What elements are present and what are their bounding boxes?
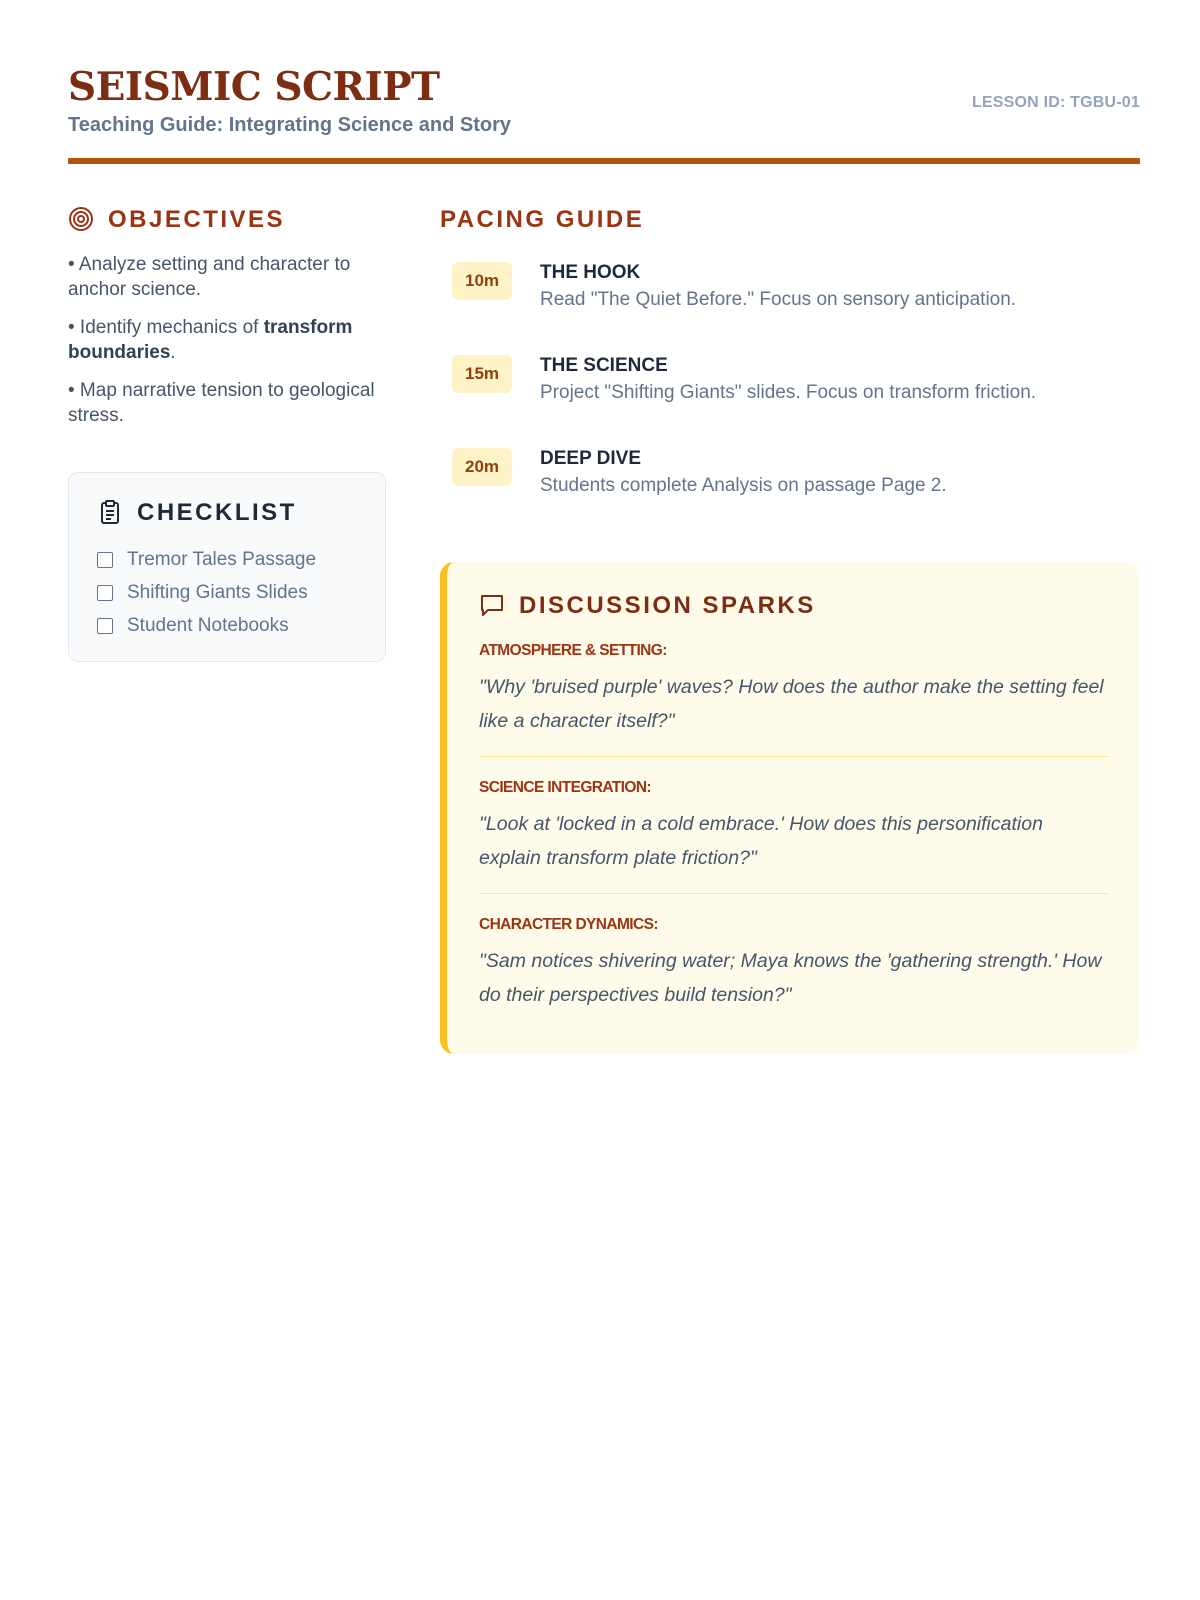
spark-question: "Sam notices shivering water; Maya knows the 'gathering strength.' How do their perspectives build tension?" — [479, 950, 1102, 1006]
objective-text-end: . — [170, 342, 176, 363]
objective-text: • Identify mechanics of — [68, 317, 264, 338]
spark-item — [479, 894, 1108, 1030]
pacing-item-title: THE HOOK — [540, 262, 641, 283]
sparks-heading-text: DISCUSSION SPARKS — [519, 592, 816, 619]
objectives-section — [68, 206, 388, 441]
time-badge: 20m — [452, 448, 512, 486]
checkbox[interactable] — [97, 618, 113, 634]
spark-item — [479, 620, 1108, 757]
time-badge: 15m — [452, 355, 512, 393]
spark-label: ATMOSPHERE & SETTING: — [479, 642, 667, 659]
pacing-guide-section — [440, 206, 1140, 535]
objective-item: • Analyze setting and character to anchor science. — [68, 254, 351, 300]
checklist-item-label: Shifting Giants Slides — [127, 581, 308, 603]
target-icon — [68, 206, 96, 234]
pacing-item — [440, 349, 1140, 442]
checklist-items — [97, 543, 357, 642]
time-badge: 10m — [452, 262, 512, 300]
lesson-id: LESSON ID: TGBU-01 — [971, 94, 1140, 111]
objective-item: • Map narrative tension to geological stress. — [68, 380, 375, 426]
objectives-heading — [68, 206, 388, 234]
objective-emphasis: transform boundaries — [68, 317, 353, 363]
objective-item — [68, 315, 388, 365]
checklist-heading — [97, 499, 357, 527]
checklist-item-label: Student Notebooks — [127, 614, 289, 636]
pacing-item-description: Read "The Quiet Before." Focus on sensory anticipation. — [540, 289, 1017, 310]
discussion-sparks-card — [440, 562, 1140, 1054]
header-divider — [68, 158, 1140, 164]
clipboard-icon — [97, 499, 125, 527]
spark-label: SCIENCE INTEGRATION: — [479, 779, 651, 796]
pacing-list — [440, 256, 1140, 535]
checkbox[interactable] — [97, 552, 113, 568]
spark-question: "Why 'bruised purple' waves? How does the author make the setting feel like a character itself?" — [479, 676, 1104, 732]
pacing-item-title: THE SCIENCE — [540, 355, 668, 376]
checklist-heading-text: CHECKLIST — [137, 499, 297, 526]
checklist-item[interactable] — [97, 543, 357, 576]
pacing-item-description: Project "Shifting Giants" slides. Focus on transform friction. — [540, 382, 1037, 403]
checklist-item-label: Tremor Tales Passage — [127, 548, 317, 570]
sparks-heading — [479, 592, 1108, 620]
pacing-item-description: Students complete Analysis on passage Page 2. — [540, 475, 947, 496]
spark-question: "Look at 'locked in a cold embrace.' How does this personification explain transform plate friction?" — [479, 813, 1043, 869]
checklist-card — [68, 472, 386, 662]
spark-label: CHARACTER DYNAMICS: — [479, 916, 658, 933]
chat-bubble-icon — [479, 592, 507, 620]
page-subtitle: Teaching Guide: Integrating Science and Story — [68, 114, 512, 136]
page-title: SEISMIC SCRIPT — [68, 64, 440, 110]
checkbox[interactable] — [97, 585, 113, 601]
pacing-item-title: DEEP DIVE — [540, 448, 642, 469]
pacing-heading: PACING GUIDE — [440, 206, 645, 233]
checklist-item[interactable] — [97, 609, 357, 642]
objectives-list — [68, 252, 388, 428]
spark-item — [479, 757, 1108, 894]
pacing-item — [440, 442, 1140, 535]
checklist-item[interactable] — [97, 576, 357, 609]
objectives-heading-text: OBJECTIVES — [108, 206, 286, 233]
header — [68, 66, 1140, 166]
pacing-item — [440, 256, 1140, 349]
